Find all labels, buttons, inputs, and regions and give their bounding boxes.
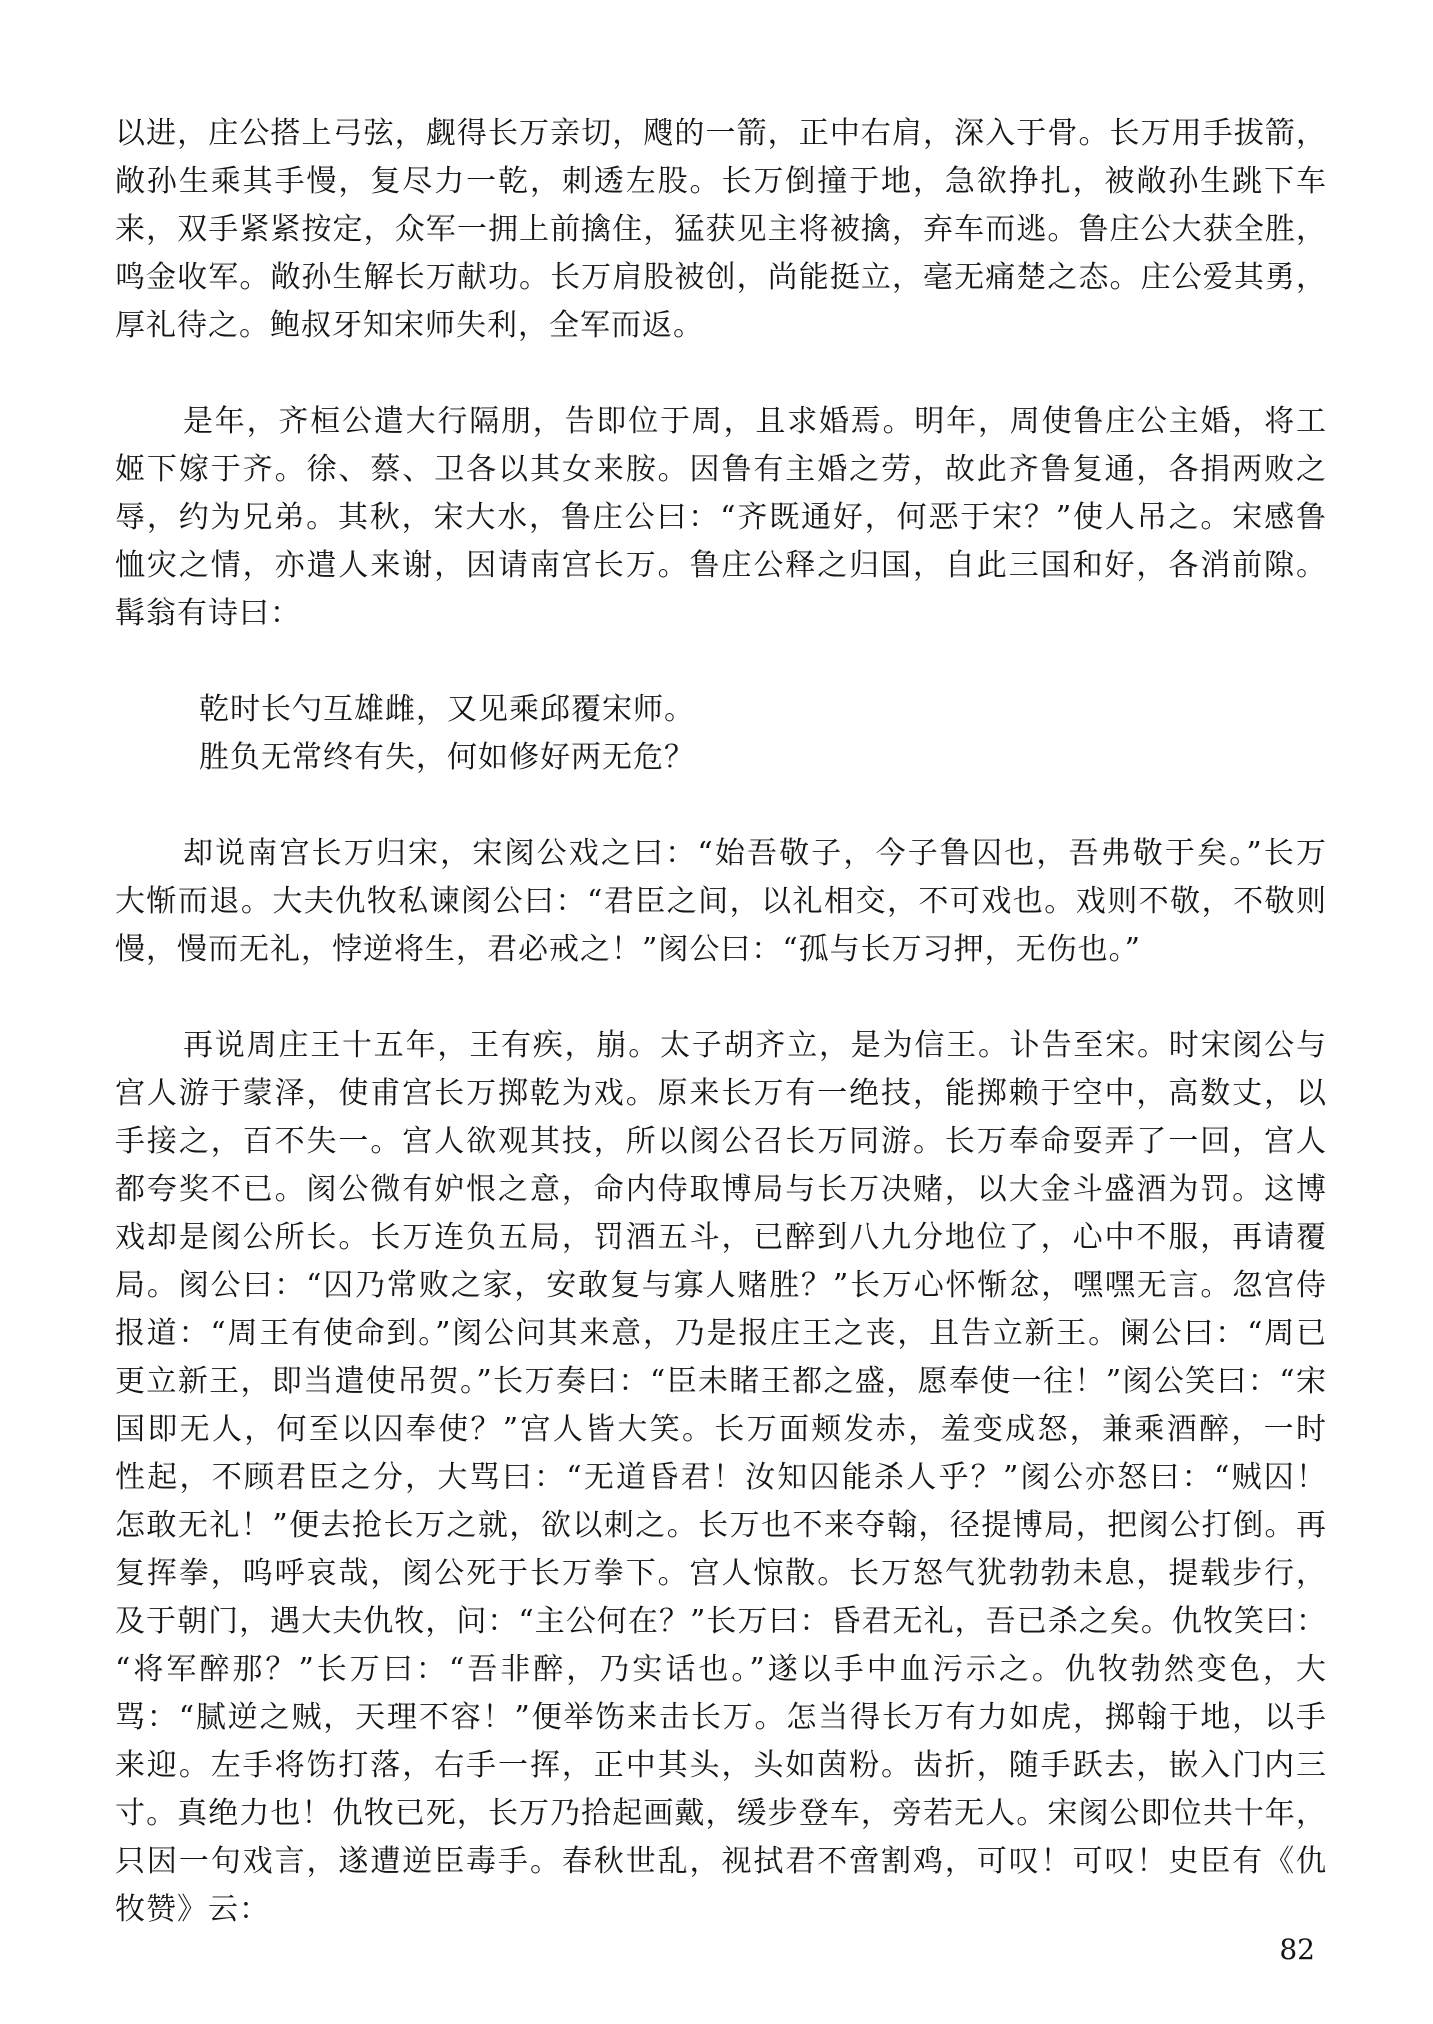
text-line: 胜负无常终有失，何如修好两无危？	[199, 740, 695, 775]
text-line: 辱，约为兄弟。其秋，宋大水，鲁庄公曰：“齐既通好，何恶于宋？”使人吊之。宋感鲁	[115, 500, 1327, 535]
text-line: 戏却是阂公所长。长万连负五局，罚酒五斗，已醉到八九分地位了，心中不服，再请覆	[115, 1220, 1327, 1255]
paragraph	[115, 398, 1327, 638]
text-line: 大惭而退。大夫仇牧私谏阂公曰：“君臣之间，以礼相交，不可戏也。戏则不敬，不敬则	[115, 884, 1327, 919]
text-line: 来迎。左手将饬打落，右手一挥，正中其头，头如茵粉。齿折，随手跃去，嵌入门内三	[115, 1748, 1327, 1783]
text-line: 厚礼待之。鲍叔牙知宋师失利，全军而返。	[115, 308, 704, 343]
text-line: 国即无人，何至以囚奉使？”宫人皆大笑。长万面颊发赤，羞变成怒，兼乘酒醉，一时	[115, 1412, 1327, 1447]
paragraph	[115, 1022, 1327, 1934]
text-line: 姬下嫁于齐。徐、蔡、卫各以其女来胺。因鲁有主婚之劳，故此齐鲁复通，各捐两败之	[115, 452, 1327, 487]
text-line: 慢，慢而无礼，悖逆将生，君必戒之！”阂公曰：“孤与长万习押，无伤也。”	[115, 932, 1142, 967]
text-line: 局。阂公曰：“囚乃常败之家，安敢复与寡人赌胜？”长万心怀惭忿，嘿嘿无言。忽宫侍	[115, 1268, 1327, 1303]
text-line: 怎敢无礼！”便去抢长万之就，欲以刺之。长万也不来夺翰，径提博局，把阂公打倒。再	[115, 1508, 1327, 1543]
text-line: “将军醉那？”长万曰：“吾非醉，乃实话也。”遂以手中血污示之。仇牧勃然变色，大	[115, 1652, 1327, 1687]
text-line: 却说南宫长万归宋，宋阂公戏之曰：“始吾敬子，今子鲁囚也，吾弗敬于矣。”长万	[183, 836, 1327, 871]
text-line: 只因一句戏言，遂遭逆臣毒手。春秋世乱，视拭君不啻割鸡，可叹！可叹！史臣有《仇	[115, 1844, 1327, 1879]
text-line: 再说周庄王十五年，王有疾，崩。太子胡齐立，是为信王。讣告至宋。时宋阂公与	[183, 1028, 1327, 1063]
text-line: 性起，不顾君臣之分，大骂曰：“无道昏君！汝知囚能杀人乎？”阂公亦怒曰：“贼囚！	[115, 1460, 1327, 1495]
text-line: 牧赞》云：	[115, 1892, 270, 1927]
text-line: 及于朝门，遇大夫仇牧，问：“主公何在？”长万曰：昏君无礼，吾已杀之矣。仇牧笑曰：	[115, 1604, 1327, 1639]
text-line: 骂：“腻逆之贼，天理不容！”便举饬来击长万。怎当得长万有力如虎，掷翰于地，以手	[115, 1700, 1327, 1735]
text-line: 复挥拳，呜呼哀哉，阂公死于长万拳下。宫人惊散。长万怒气犹勃勃未息，提载步行，	[115, 1556, 1327, 1591]
text-line: 来，双手紧紧按定，众军一拥上前擒住，猛获见主将被擒，弃车而逃。鲁庄公大获全胜，	[115, 212, 1327, 247]
text-line: 以进，庄公搭上弓弦，觑得长万亲切，飕的一箭，正中右肩，深入于骨。长万用手拔箭，	[115, 116, 1327, 151]
page-number: 82	[1279, 1933, 1315, 1966]
text-line: 宫人游于蒙泽，使甫宫长万掷乾为戏。原来长万有一绝技，能掷赖于空中，高数丈，以	[115, 1076, 1327, 1111]
text-line: 手接之，百不失一。宫人欲观其技，所以阂公召长万同游。长万奉命耍弄了一回，宫人	[115, 1124, 1327, 1159]
text-line: 更立新王，即当遣使吊贺。”长万奏曰：“臣未睹王都之盛，愿奉使一往！”阂公笑曰：“宋	[115, 1364, 1327, 1399]
poem-block	[199, 686, 1327, 782]
text-line: 乾时长勺互雄雌，又见乘邱覆宋师。	[199, 692, 695, 727]
text-line: 报道：“周王有使命到。”阂公问其来意，乃是报庄王之丧，且告立新王。阑公曰：“周已	[115, 1316, 1327, 1351]
page-body	[115, 110, 1327, 1934]
paragraph	[115, 110, 1327, 350]
text-line: 是年，齐桓公遣大行隔朋，告即位于周，且求婚焉。明年，周使鲁庄公主婚，将工	[183, 404, 1327, 439]
text-line: 鸣金收军。敞孙生解长万献功。长万肩股被创，尚能挺立，毫无痛楚之态。庄公爱其勇，	[115, 260, 1327, 295]
text-line: 髯翁有诗曰：	[115, 596, 301, 631]
text-line: 敞孙生乘其手慢，复尽力一乾，刺透左股。长万倒撞于地，急欲挣扎，被敞孙生跳下车	[115, 164, 1327, 199]
text-line: 寸。真绝力也！仇牧已死，长万乃拾起画戴，缓步登车，旁若无人。宋阂公即位共十年，	[115, 1796, 1327, 1831]
text-line: 都夸奖不已。阂公微有妒恨之意，命内侍取博局与长万决赌，以大金斗盛酒为罚。这博	[115, 1172, 1327, 1207]
text-line: 恤灾之情，亦遣人来谢，因请南宫长万。鲁庄公释之归国，自此三国和好，各消前隙。	[115, 548, 1327, 583]
paragraph	[115, 830, 1327, 974]
